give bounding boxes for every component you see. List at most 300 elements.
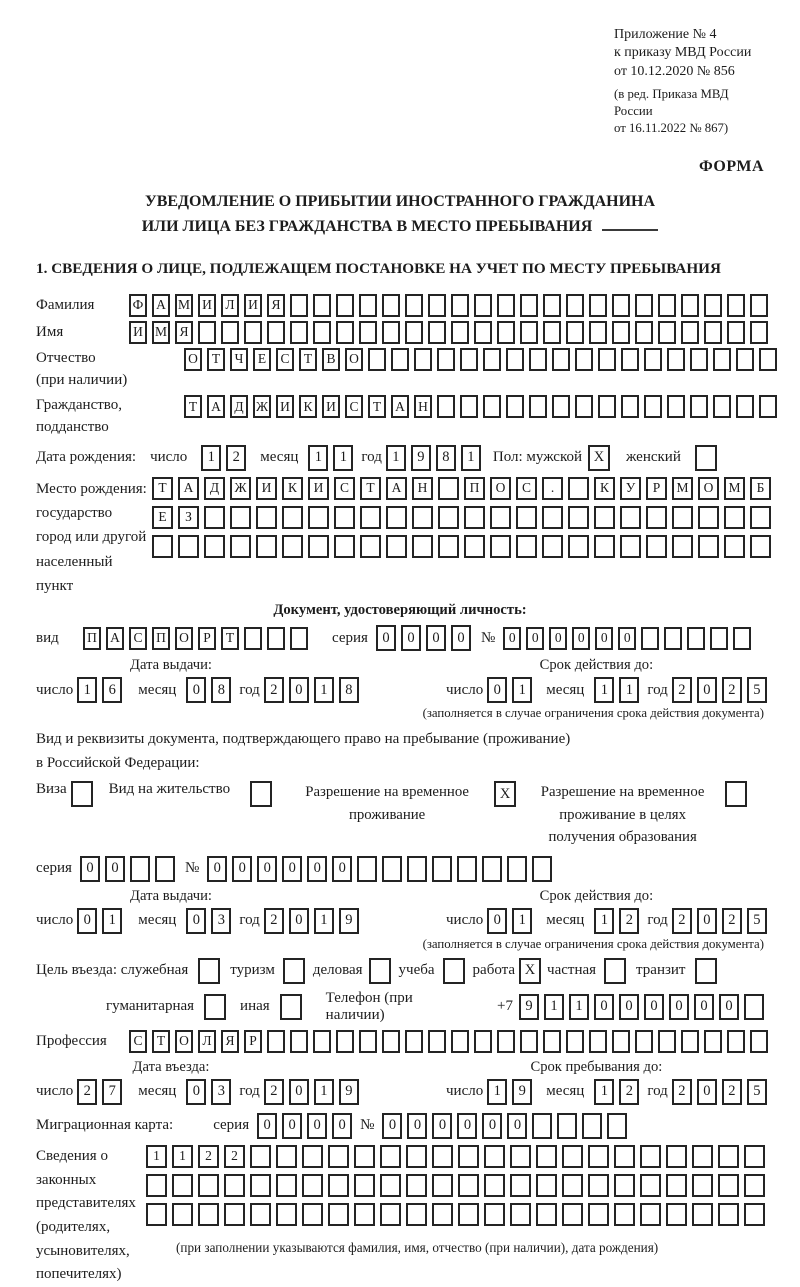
char-cell[interactable]: 8 xyxy=(339,677,359,703)
char-cell[interactable] xyxy=(483,395,501,418)
char-cell[interactable] xyxy=(520,1030,538,1053)
char-cell[interactable] xyxy=(713,395,731,418)
char-cell[interactable]: 3 xyxy=(211,908,231,934)
char-cell[interactable]: О xyxy=(490,477,511,500)
char-cell[interactable] xyxy=(334,535,355,558)
char-cell[interactable] xyxy=(256,506,277,529)
char-cell[interactable] xyxy=(198,1174,219,1197)
char-cell[interactable] xyxy=(750,506,771,529)
char-cell[interactable] xyxy=(428,294,446,317)
char-cell[interactable] xyxy=(718,1203,739,1226)
char-cell[interactable]: 1 xyxy=(314,1079,334,1105)
char-cell[interactable]: 0 xyxy=(186,908,206,934)
char-cell[interactable] xyxy=(750,294,768,317)
char-cell[interactable] xyxy=(328,1145,349,1168)
char-cell[interactable]: Т xyxy=(368,395,386,418)
char-cell[interactable]: 0 xyxy=(619,994,639,1020)
char-cell[interactable] xyxy=(302,1203,323,1226)
citizenship-cells[interactable] xyxy=(184,395,777,418)
char-cell[interactable]: О xyxy=(175,1030,193,1053)
char-cell[interactable]: 1 xyxy=(512,908,532,934)
char-cell[interactable] xyxy=(368,348,386,371)
char-cell[interactable]: 2 xyxy=(672,677,692,703)
char-cell[interactable] xyxy=(406,1174,427,1197)
char-cell[interactable] xyxy=(391,348,409,371)
char-cell[interactable] xyxy=(250,1145,271,1168)
char-cell[interactable] xyxy=(713,348,731,371)
char-cell[interactable]: И xyxy=(129,321,147,344)
char-cell[interactable] xyxy=(724,506,745,529)
entry-year-cells[interactable] xyxy=(264,1079,359,1105)
char-cell[interactable] xyxy=(336,294,354,317)
char-cell[interactable]: 1 xyxy=(594,908,614,934)
char-cell[interactable] xyxy=(607,1113,627,1139)
char-cell[interactable] xyxy=(506,348,524,371)
char-cell[interactable] xyxy=(520,294,538,317)
char-cell[interactable] xyxy=(692,1203,713,1226)
char-cell[interactable]: Р xyxy=(244,1030,262,1053)
permit-series-cells[interactable] xyxy=(80,856,175,882)
char-cell[interactable]: 0 xyxy=(77,908,97,934)
char-cell[interactable]: Р xyxy=(646,477,667,500)
char-cell[interactable]: Р xyxy=(198,627,216,650)
char-cell[interactable]: 0 xyxy=(307,856,327,882)
char-cell[interactable] xyxy=(640,1203,661,1226)
char-cell[interactable]: 9 xyxy=(411,445,431,471)
char-cell[interactable]: 6 xyxy=(102,677,122,703)
phone-cells[interactable] xyxy=(519,994,764,1020)
char-cell[interactable] xyxy=(412,535,433,558)
char-cell[interactable]: 2 xyxy=(619,908,639,934)
char-cell[interactable] xyxy=(308,506,329,529)
char-cell[interactable]: М xyxy=(672,477,693,500)
residence-permit-checkbox[interactable] xyxy=(250,781,272,807)
tourism-checkbox[interactable] xyxy=(283,958,305,984)
char-cell[interactable]: Л xyxy=(221,294,239,317)
char-cell[interactable] xyxy=(360,535,381,558)
char-cell[interactable]: 0 xyxy=(80,856,100,882)
visa-checkbox[interactable] xyxy=(71,781,93,807)
char-cell[interactable]: 5 xyxy=(747,677,767,703)
char-cell[interactable] xyxy=(562,1145,583,1168)
char-cell[interactable]: Е xyxy=(253,348,271,371)
char-cell[interactable]: 0 xyxy=(282,856,302,882)
char-cell[interactable] xyxy=(290,321,308,344)
char-cell[interactable]: 0 xyxy=(307,1113,327,1139)
doc-valid-year-cells[interactable] xyxy=(672,677,767,703)
char-cell[interactable] xyxy=(690,395,708,418)
doc-issue-month-cells[interactable] xyxy=(186,677,231,703)
char-cell[interactable]: 0 xyxy=(186,677,206,703)
char-cell[interactable] xyxy=(542,535,563,558)
char-cell[interactable] xyxy=(644,395,662,418)
char-cell[interactable] xyxy=(612,1030,630,1053)
char-cell[interactable] xyxy=(543,321,561,344)
char-cell[interactable]: Д xyxy=(204,477,225,500)
official-checkbox[interactable] xyxy=(198,958,220,984)
char-cell[interactable]: 2 xyxy=(224,1145,245,1168)
char-cell[interactable]: 8 xyxy=(436,445,456,471)
char-cell[interactable]: Б xyxy=(750,477,771,500)
char-cell[interactable]: 2 xyxy=(672,1079,692,1105)
char-cell[interactable]: 1 xyxy=(619,677,639,703)
char-cell[interactable]: 0 xyxy=(572,627,590,650)
char-cell[interactable] xyxy=(568,477,589,500)
char-cell[interactable] xyxy=(681,321,699,344)
char-cell[interactable]: 0 xyxy=(332,1113,352,1139)
permit-valid-year-cells[interactable] xyxy=(672,908,767,934)
char-cell[interactable] xyxy=(406,1145,427,1168)
char-cell[interactable] xyxy=(437,348,455,371)
char-cell[interactable]: 2 xyxy=(619,1079,639,1105)
char-cell[interactable] xyxy=(484,1174,505,1197)
birth-day-cells[interactable] xyxy=(201,445,246,471)
char-cell[interactable] xyxy=(224,1203,245,1226)
char-cell[interactable]: Ф xyxy=(129,294,147,317)
char-cell[interactable]: А xyxy=(386,477,407,500)
char-cell[interactable] xyxy=(497,294,515,317)
char-cell[interactable] xyxy=(432,1174,453,1197)
char-cell[interactable] xyxy=(382,1030,400,1053)
char-cell[interactable] xyxy=(744,994,764,1020)
char-cell[interactable] xyxy=(405,1030,423,1053)
char-cell[interactable] xyxy=(575,348,593,371)
char-cell[interactable]: 9 xyxy=(339,1079,359,1105)
char-cell[interactable] xyxy=(704,1030,722,1053)
char-cell[interactable] xyxy=(510,1203,531,1226)
char-cell[interactable] xyxy=(407,856,427,882)
char-cell[interactable]: Т xyxy=(221,627,239,650)
char-cell[interactable]: 0 xyxy=(595,627,613,650)
char-cell[interactable] xyxy=(354,1174,375,1197)
permit-valid-day-cells[interactable] xyxy=(487,908,532,934)
char-cell[interactable]: 2 xyxy=(77,1079,97,1105)
char-cell[interactable]: У xyxy=(620,477,641,500)
char-cell[interactable] xyxy=(354,1145,375,1168)
char-cell[interactable] xyxy=(744,1203,765,1226)
char-cell[interactable] xyxy=(557,1113,577,1139)
business-checkbox[interactable] xyxy=(369,958,391,984)
other-checkbox[interactable] xyxy=(280,994,302,1020)
char-cell[interactable]: 2 xyxy=(722,908,742,934)
char-cell[interactable]: И xyxy=(322,395,340,418)
birth-place-cells-row1[interactable] xyxy=(152,477,771,500)
char-cell[interactable]: 1 xyxy=(314,908,334,934)
char-cell[interactable]: 0 xyxy=(526,627,544,650)
char-cell[interactable]: 0 xyxy=(487,908,507,934)
char-cell[interactable] xyxy=(568,535,589,558)
char-cell[interactable] xyxy=(438,477,459,500)
char-cell[interactable] xyxy=(497,1030,515,1053)
char-cell[interactable] xyxy=(575,395,593,418)
char-cell[interactable] xyxy=(759,348,777,371)
char-cell[interactable] xyxy=(267,1030,285,1053)
char-cell[interactable] xyxy=(529,395,547,418)
char-cell[interactable] xyxy=(588,1145,609,1168)
char-cell[interactable]: С xyxy=(334,477,355,500)
char-cell[interactable]: И xyxy=(276,395,294,418)
char-cell[interactable]: 5 xyxy=(747,908,767,934)
char-cell[interactable] xyxy=(380,1174,401,1197)
char-cell[interactable] xyxy=(612,294,630,317)
char-cell[interactable]: 1 xyxy=(308,445,328,471)
char-cell[interactable] xyxy=(244,627,262,650)
char-cell[interactable] xyxy=(594,535,615,558)
char-cell[interactable]: М xyxy=(175,294,193,317)
char-cell[interactable] xyxy=(594,506,615,529)
char-cell[interactable] xyxy=(290,294,308,317)
char-cell[interactable]: 9 xyxy=(339,908,359,934)
char-cell[interactable] xyxy=(204,506,225,529)
char-cell[interactable] xyxy=(412,506,433,529)
char-cell[interactable] xyxy=(204,535,225,558)
char-cell[interactable] xyxy=(146,1174,167,1197)
char-cell[interactable] xyxy=(267,321,285,344)
temp-permit-edu-checkbox[interactable] xyxy=(725,781,747,807)
doc-number-cells[interactable] xyxy=(503,627,751,650)
char-cell[interactable]: И xyxy=(256,477,277,500)
char-cell[interactable] xyxy=(536,1145,557,1168)
temp-permit-checkbox[interactable]: X xyxy=(494,781,516,807)
study-checkbox[interactable] xyxy=(443,958,465,984)
char-cell[interactable]: Н xyxy=(414,395,432,418)
char-cell[interactable] xyxy=(718,1174,739,1197)
char-cell[interactable] xyxy=(658,321,676,344)
char-cell[interactable] xyxy=(432,856,452,882)
char-cell[interactable] xyxy=(336,1030,354,1053)
char-cell[interactable] xyxy=(382,294,400,317)
char-cell[interactable] xyxy=(224,1174,245,1197)
char-cell[interactable] xyxy=(667,348,685,371)
char-cell[interactable] xyxy=(704,321,722,344)
char-cell[interactable] xyxy=(428,321,446,344)
char-cell[interactable] xyxy=(736,348,754,371)
char-cell[interactable] xyxy=(328,1203,349,1226)
char-cell[interactable] xyxy=(276,1203,297,1226)
char-cell[interactable]: 5 xyxy=(747,1079,767,1105)
char-cell[interactable]: 2 xyxy=(722,677,742,703)
char-cell[interactable]: 1 xyxy=(201,445,221,471)
char-cell[interactable]: 0 xyxy=(618,627,636,650)
char-cell[interactable] xyxy=(620,535,641,558)
entry-month-cells[interactable] xyxy=(186,1079,231,1105)
char-cell[interactable] xyxy=(406,1203,427,1226)
char-cell[interactable]: 0 xyxy=(401,625,421,651)
char-cell[interactable]: О xyxy=(698,477,719,500)
char-cell[interactable] xyxy=(414,348,432,371)
char-cell[interactable] xyxy=(336,321,354,344)
char-cell[interactable]: Ч xyxy=(230,348,248,371)
char-cell[interactable] xyxy=(510,1174,531,1197)
char-cell[interactable] xyxy=(640,1145,661,1168)
char-cell[interactable]: 0 xyxy=(426,625,446,651)
char-cell[interactable] xyxy=(759,395,777,418)
char-cell[interactable]: А xyxy=(178,477,199,500)
doc-type-cells[interactable] xyxy=(83,627,308,650)
char-cell[interactable]: 3 xyxy=(211,1079,231,1105)
char-cell[interactable]: 2 xyxy=(198,1145,219,1168)
char-cell[interactable] xyxy=(334,506,355,529)
char-cell[interactable]: 0 xyxy=(407,1113,427,1139)
male-checkbox[interactable]: X xyxy=(588,445,610,471)
char-cell[interactable]: С xyxy=(276,348,294,371)
char-cell[interactable] xyxy=(482,856,502,882)
char-cell[interactable]: . xyxy=(542,477,563,500)
char-cell[interactable] xyxy=(198,321,216,344)
char-cell[interactable] xyxy=(562,1174,583,1197)
char-cell[interactable] xyxy=(532,1113,552,1139)
birth-place-cells-row2[interactable] xyxy=(152,506,771,529)
char-cell[interactable]: О xyxy=(345,348,363,371)
stay-month-cells[interactable] xyxy=(594,1079,639,1105)
char-cell[interactable]: А xyxy=(207,395,225,418)
char-cell[interactable] xyxy=(490,506,511,529)
char-cell[interactable] xyxy=(178,535,199,558)
char-cell[interactable] xyxy=(690,348,708,371)
char-cell[interactable]: И xyxy=(198,294,216,317)
char-cell[interactable] xyxy=(589,1030,607,1053)
char-cell[interactable] xyxy=(460,348,478,371)
char-cell[interactable]: 1 xyxy=(594,677,614,703)
doc-issue-year-cells[interactable] xyxy=(264,677,359,703)
char-cell[interactable] xyxy=(360,506,381,529)
char-cell[interactable]: 2 xyxy=(264,908,284,934)
char-cell[interactable] xyxy=(428,1030,446,1053)
char-cell[interactable] xyxy=(733,627,751,650)
char-cell[interactable] xyxy=(667,395,685,418)
birth-year-cells[interactable] xyxy=(386,445,481,471)
char-cell[interactable]: Я xyxy=(175,321,193,344)
char-cell[interactable] xyxy=(359,294,377,317)
char-cell[interactable]: 0 xyxy=(549,627,567,650)
char-cell[interactable] xyxy=(146,1203,167,1226)
migcard-series-cells[interactable] xyxy=(257,1113,352,1139)
doc-valid-month-cells[interactable] xyxy=(594,677,639,703)
char-cell[interactable]: З xyxy=(178,506,199,529)
char-cell[interactable]: 0 xyxy=(257,1113,277,1139)
char-cell[interactable] xyxy=(474,321,492,344)
char-cell[interactable]: 0 xyxy=(669,994,689,1020)
char-cell[interactable]: И xyxy=(308,477,329,500)
char-cell[interactable]: 0 xyxy=(507,1113,527,1139)
doc-valid-day-cells[interactable] xyxy=(487,677,532,703)
surname-cells[interactable] xyxy=(129,294,768,317)
char-cell[interactable] xyxy=(640,1174,661,1197)
char-cell[interactable] xyxy=(588,1203,609,1226)
char-cell[interactable]: 9 xyxy=(512,1079,532,1105)
doc-issue-day-cells[interactable] xyxy=(77,677,122,703)
char-cell[interactable] xyxy=(221,321,239,344)
char-cell[interactable]: К xyxy=(594,477,615,500)
char-cell[interactable] xyxy=(250,1174,271,1197)
profession-cells[interactable] xyxy=(129,1030,768,1053)
char-cell[interactable]: Ж xyxy=(253,395,271,418)
char-cell[interactable] xyxy=(516,506,537,529)
char-cell[interactable] xyxy=(276,1145,297,1168)
char-cell[interactable] xyxy=(490,535,511,558)
char-cell[interactable] xyxy=(302,1145,323,1168)
permit-issue-month-cells[interactable] xyxy=(186,908,231,934)
char-cell[interactable]: 0 xyxy=(487,677,507,703)
char-cell[interactable]: 0 xyxy=(232,856,252,882)
char-cell[interactable] xyxy=(562,1203,583,1226)
char-cell[interactable] xyxy=(598,395,616,418)
char-cell[interactable] xyxy=(529,348,547,371)
char-cell[interactable]: Т xyxy=(360,477,381,500)
char-cell[interactable]: И xyxy=(244,294,262,317)
char-cell[interactable]: 0 xyxy=(289,908,309,934)
char-cell[interactable] xyxy=(664,627,682,650)
char-cell[interactable] xyxy=(380,1145,401,1168)
char-cell[interactable] xyxy=(290,627,308,650)
char-cell[interactable]: 0 xyxy=(257,856,277,882)
char-cell[interactable] xyxy=(405,294,423,317)
char-cell[interactable]: 1 xyxy=(569,994,589,1020)
char-cell[interactable] xyxy=(267,627,285,650)
char-cell[interactable] xyxy=(727,1030,745,1053)
char-cell[interactable] xyxy=(464,506,485,529)
char-cell[interactable]: 0 xyxy=(697,677,717,703)
char-cell[interactable]: О xyxy=(175,627,193,650)
char-cell[interactable] xyxy=(458,1203,479,1226)
char-cell[interactable]: 7 xyxy=(102,1079,122,1105)
char-cell[interactable] xyxy=(666,1145,687,1168)
char-cell[interactable] xyxy=(566,321,584,344)
char-cell[interactable]: Д xyxy=(230,395,248,418)
char-cell[interactable] xyxy=(614,1145,635,1168)
char-cell[interactable] xyxy=(692,1145,713,1168)
char-cell[interactable] xyxy=(386,535,407,558)
char-cell[interactable]: Т xyxy=(299,348,317,371)
char-cell[interactable] xyxy=(155,856,175,882)
char-cell[interactable]: 0 xyxy=(697,908,717,934)
migcard-number-cells[interactable] xyxy=(382,1113,627,1139)
char-cell[interactable] xyxy=(282,506,303,529)
char-cell[interactable]: 1 xyxy=(146,1145,167,1168)
char-cell[interactable]: 9 xyxy=(519,994,539,1020)
char-cell[interactable] xyxy=(635,1030,653,1053)
permit-valid-month-cells[interactable] xyxy=(594,908,639,934)
char-cell[interactable] xyxy=(718,1145,739,1168)
char-cell[interactable]: 1 xyxy=(594,1079,614,1105)
char-cell[interactable] xyxy=(542,506,563,529)
char-cell[interactable] xyxy=(589,294,607,317)
char-cell[interactable] xyxy=(552,348,570,371)
char-cell[interactable] xyxy=(313,321,331,344)
char-cell[interactable]: Т xyxy=(152,477,173,500)
char-cell[interactable] xyxy=(646,535,667,558)
char-cell[interactable]: 0 xyxy=(697,1079,717,1105)
char-cell[interactable]: К xyxy=(282,477,303,500)
char-cell[interactable] xyxy=(464,535,485,558)
char-cell[interactable] xyxy=(516,535,537,558)
char-cell[interactable] xyxy=(612,321,630,344)
char-cell[interactable] xyxy=(644,348,662,371)
char-cell[interactable] xyxy=(250,1203,271,1226)
char-cell[interactable] xyxy=(598,348,616,371)
char-cell[interactable] xyxy=(698,506,719,529)
char-cell[interactable] xyxy=(386,506,407,529)
char-cell[interactable]: М xyxy=(152,321,170,344)
char-cell[interactable]: 2 xyxy=(264,677,284,703)
char-cell[interactable] xyxy=(588,1174,609,1197)
char-cell[interactable] xyxy=(432,1145,453,1168)
char-cell[interactable]: 0 xyxy=(482,1113,502,1139)
char-cell[interactable]: 1 xyxy=(172,1145,193,1168)
char-cell[interactable]: 0 xyxy=(207,856,227,882)
char-cell[interactable]: 1 xyxy=(544,994,564,1020)
permit-number-cells[interactable] xyxy=(207,856,552,882)
